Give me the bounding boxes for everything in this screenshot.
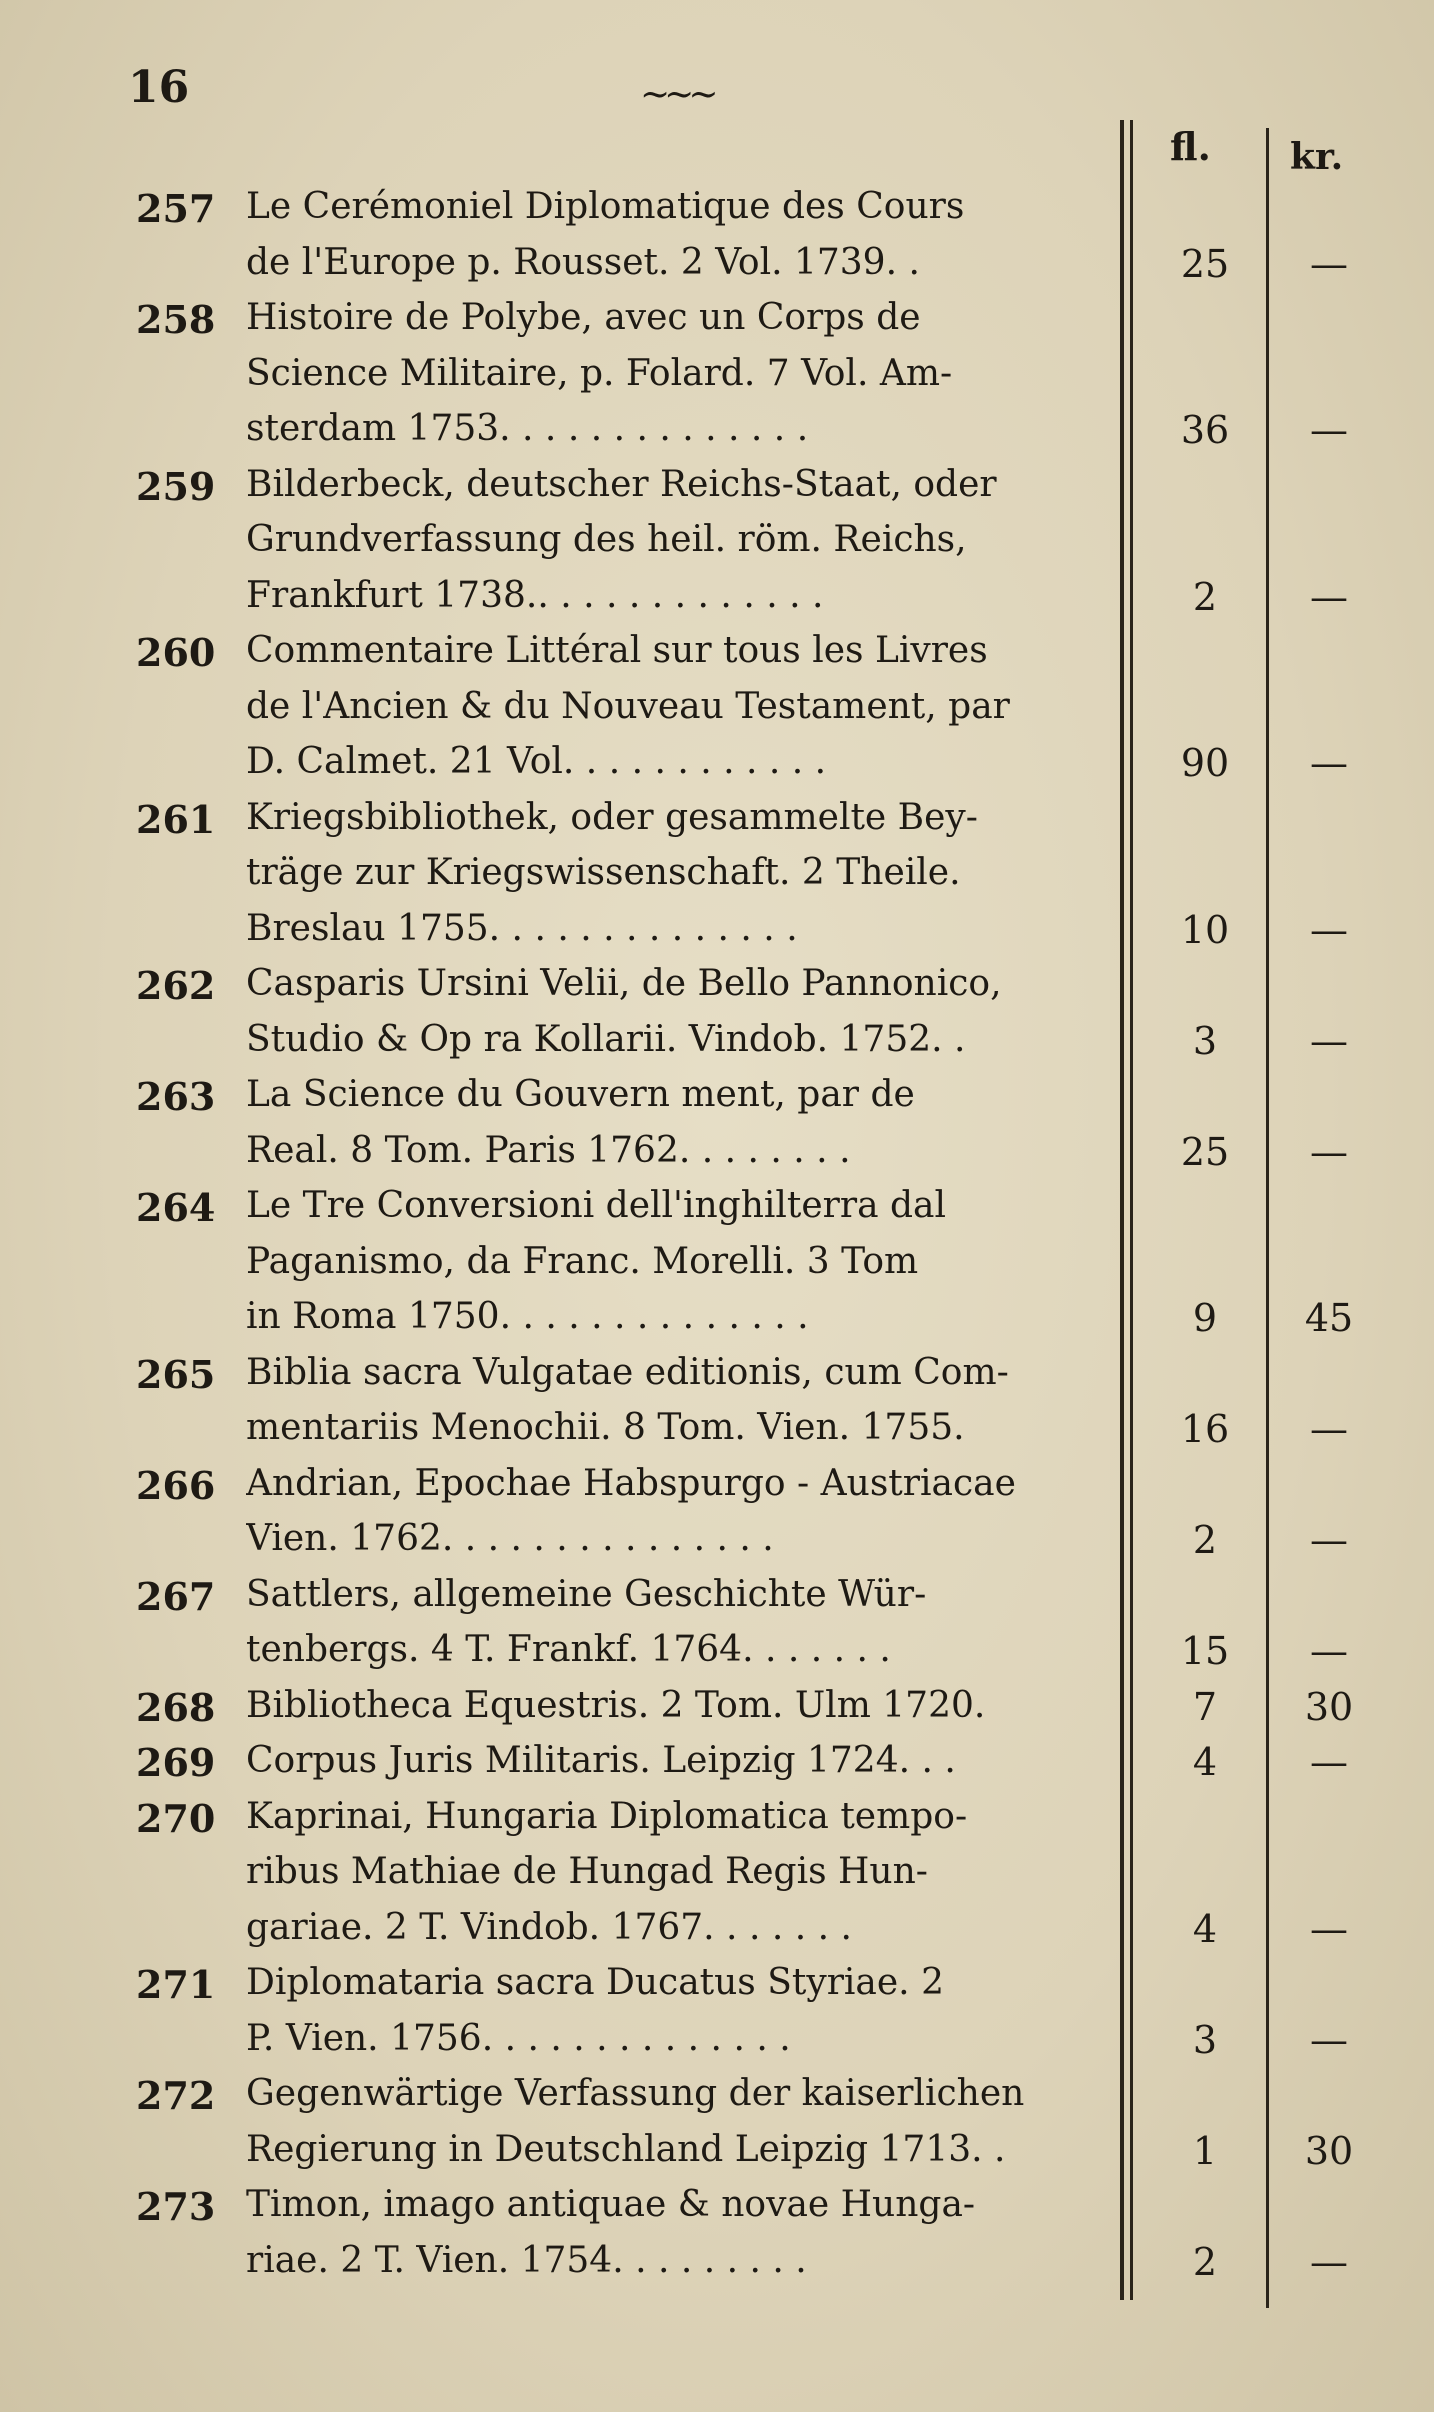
price-florin: 3 <box>1192 1018 1218 1063</box>
price-florin: 15 <box>1180 1629 1230 1673</box>
price-florin: 7 <box>1192 1684 1218 1729</box>
price-florin: 25 <box>1180 1129 1230 1174</box>
entry-number: 264 <box>136 1185 216 1230</box>
price-florin: 3 <box>1192 2017 1218 2062</box>
entry-number: 273 <box>136 2184 216 2229</box>
price-kreuzer: — <box>1310 1018 1348 1063</box>
entry-number: 258 <box>136 297 216 342</box>
entry-text-line: Paganismo, da Franc. Morelli. 3 Tom <box>246 1240 919 1282</box>
price-florin: 9 <box>1192 1296 1218 1340</box>
entry-text-line: Diplomataria sacra Ducatus Styriae. 2 <box>246 1962 944 2003</box>
entry-number: 257 <box>136 186 216 231</box>
entry-number: 265 <box>136 1351 216 1397</box>
entry-number: 268 <box>136 1684 216 1730</box>
price-florin: 2 <box>1192 2239 1218 2284</box>
entry-text-line: Studio & Op ra Kollarii. Vindob. 1752. . <box>246 1018 966 1060</box>
entry-text-line: sterdam 1753. . . . . . . . . . . . . . <box>246 408 809 449</box>
price-kreuzer: — <box>1310 907 1348 952</box>
entry-text-line: Corpus Juris Militaris. Leipzig 1724. . . <box>246 1740 956 1781</box>
price-florin: 90 <box>1180 741 1230 785</box>
entry-text-line: ribus Mathiae de Hungad Regis Hun- <box>246 1851 928 1892</box>
entry-text-line: Grundverfassung des heil. röm. Reichs, <box>246 519 967 560</box>
entry-text-line: P. Vien. 1756. . . . . . . . . . . . . . <box>246 2017 791 2059</box>
entry-text-line: Histoire de Polybe, avec un Corps de <box>246 297 921 338</box>
price-kreuzer: 30 <box>1304 2128 1354 2173</box>
entry-text-line: Le Tre Conversioni dell'inghilterra dal <box>246 1185 947 1226</box>
entry-number: 260 <box>136 630 216 675</box>
entry-number: 269 <box>136 1740 216 1785</box>
entry-text-line: de l'Ancien & du Nouveau Testament, par <box>246 685 1010 727</box>
entry-number: 267 <box>136 1573 216 1619</box>
entry-text-line: Regierung in Deutschland Leipzig 1713. . <box>246 2128 1006 2170</box>
entry-text-line: Frankfurt 1738.. . . . . . . . . . . . . <box>246 574 824 616</box>
price-kreuzer: — <box>1310 741 1348 785</box>
entry-text-line: in Roma 1750. . . . . . . . . . . . . . <box>246 1296 809 1337</box>
entry-number: 271 <box>136 1962 216 2007</box>
column-rule-left <box>1120 120 1124 2300</box>
entry-number: 266 <box>136 1462 216 1508</box>
column-rule-left-inner <box>1130 120 1133 2300</box>
entry-text-line: gariae. 2 T. Vindob. 1767. . . . . . . <box>246 1906 852 1948</box>
price-kreuzer: — <box>1310 2017 1348 2062</box>
entry-text-line: Sattlers, allgemeine Geschichte Wür- <box>246 1573 927 1615</box>
column-rule-right <box>1266 128 1269 2308</box>
entry-number: 263 <box>136 1074 216 1119</box>
price-kreuzer: — <box>1310 1407 1348 1451</box>
entry-text-line: träge zur Kriegswissenschaft. 2 Theile. <box>246 852 961 893</box>
entry-number: 262 <box>136 963 216 1008</box>
price-kreuzer: — <box>1310 241 1348 286</box>
price-kreuzer: 45 <box>1304 1296 1354 1340</box>
header-ornament: ~~~ <box>640 74 713 115</box>
entry-text-line: tenbergs. 4 T. Frankf. 1764. . . . . . . <box>246 1629 891 1670</box>
price-florin: 10 <box>1180 907 1230 952</box>
page-number: 16 <box>128 62 190 113</box>
price-florin: 2 <box>1192 1518 1218 1562</box>
price-kreuzer: — <box>1310 1129 1348 1174</box>
entry-text-line: Commentaire Littéral sur tous les Livres <box>246 630 988 671</box>
entry-text-line: Bibliotheca Equestris. 2 Tom. Ulm 1720. <box>246 1684 986 1726</box>
entry-text-line: Casparis Ursini Velii, de Bello Pannonico, <box>246 963 1002 1004</box>
column-header-fl: fl. <box>1170 124 1211 169</box>
entry-text-line: D. Calmet. 21 Vol. . . . . . . . . . . . <box>246 741 827 782</box>
entry-text-line: Gegenwärtige Verfassung der kaiserlichen <box>246 2073 1025 2114</box>
price-kreuzer: 30 <box>1304 1684 1354 1729</box>
price-florin: 16 <box>1180 1407 1230 1451</box>
price-florin: 25 <box>1180 241 1230 286</box>
price-florin: 4 <box>1192 1740 1218 1784</box>
entry-text-line: mentariis Menochii. 8 Tom. Vien. 1755. <box>246 1407 965 1448</box>
entry-text-line: Vien. 1762. . . . . . . . . . . . . . . <box>246 1518 774 1559</box>
entry-text-line: Timon, imago antiquae & novae Hunga- <box>246 2184 976 2225</box>
entry-text-line: de l'Europe p. Rousset. 2 Vol. 1739. . <box>246 241 920 283</box>
price-florin: 4 <box>1192 1906 1218 1951</box>
price-kreuzer: — <box>1310 1740 1348 1784</box>
entry-text-line: Science Militaire, p. Folard. 7 Vol. Am- <box>246 352 953 394</box>
entry-text-line: La Science du Gouvern ment, par de <box>246 1074 915 1115</box>
entry-text-line: Kriegsbibliothek, oder gesammelte Bey- <box>246 796 978 838</box>
price-florin: 2 <box>1192 574 1218 619</box>
entry-number: 272 <box>136 2073 216 2118</box>
price-kreuzer: — <box>1310 2239 1348 2284</box>
price-florin: 1 <box>1192 2128 1218 2173</box>
entry-text-line: Breslau 1755. . . . . . . . . . . . . . <box>246 907 798 949</box>
entry-number: 270 <box>136 1795 216 1841</box>
entry-text-line: Real. 8 Tom. Paris 1762. . . . . . . . <box>246 1129 851 1171</box>
price-kreuzer: — <box>1310 1906 1348 1951</box>
entry-text-line: Kaprinai, Hungaria Diplomatica tempo- <box>246 1795 968 1837</box>
entry-number: 259 <box>136 463 216 509</box>
entry-text-line: Biblia sacra Vulgatae editionis, cum Com- <box>246 1351 1009 1393</box>
price-florin: 36 <box>1180 408 1230 452</box>
column-header-kr: kr. <box>1290 136 1344 178</box>
entry-text-line: Le Cerémoniel Diplomatique des Cours <box>246 186 965 227</box>
price-kreuzer: — <box>1310 408 1348 452</box>
entry-text-line: riae. 2 T. Vien. 1754. . . . . . . . . <box>246 2239 807 2281</box>
entry-number: 261 <box>136 796 216 842</box>
price-kreuzer: — <box>1310 1629 1348 1673</box>
price-kreuzer: — <box>1310 574 1348 619</box>
entry-text-line: Bilderbeck, deutscher Reichs-Staat, oder <box>246 463 997 505</box>
price-kreuzer: — <box>1310 1518 1348 1562</box>
entry-text-line: Andrian, Epochae Habspurgo - Austriacae <box>246 1462 1016 1504</box>
